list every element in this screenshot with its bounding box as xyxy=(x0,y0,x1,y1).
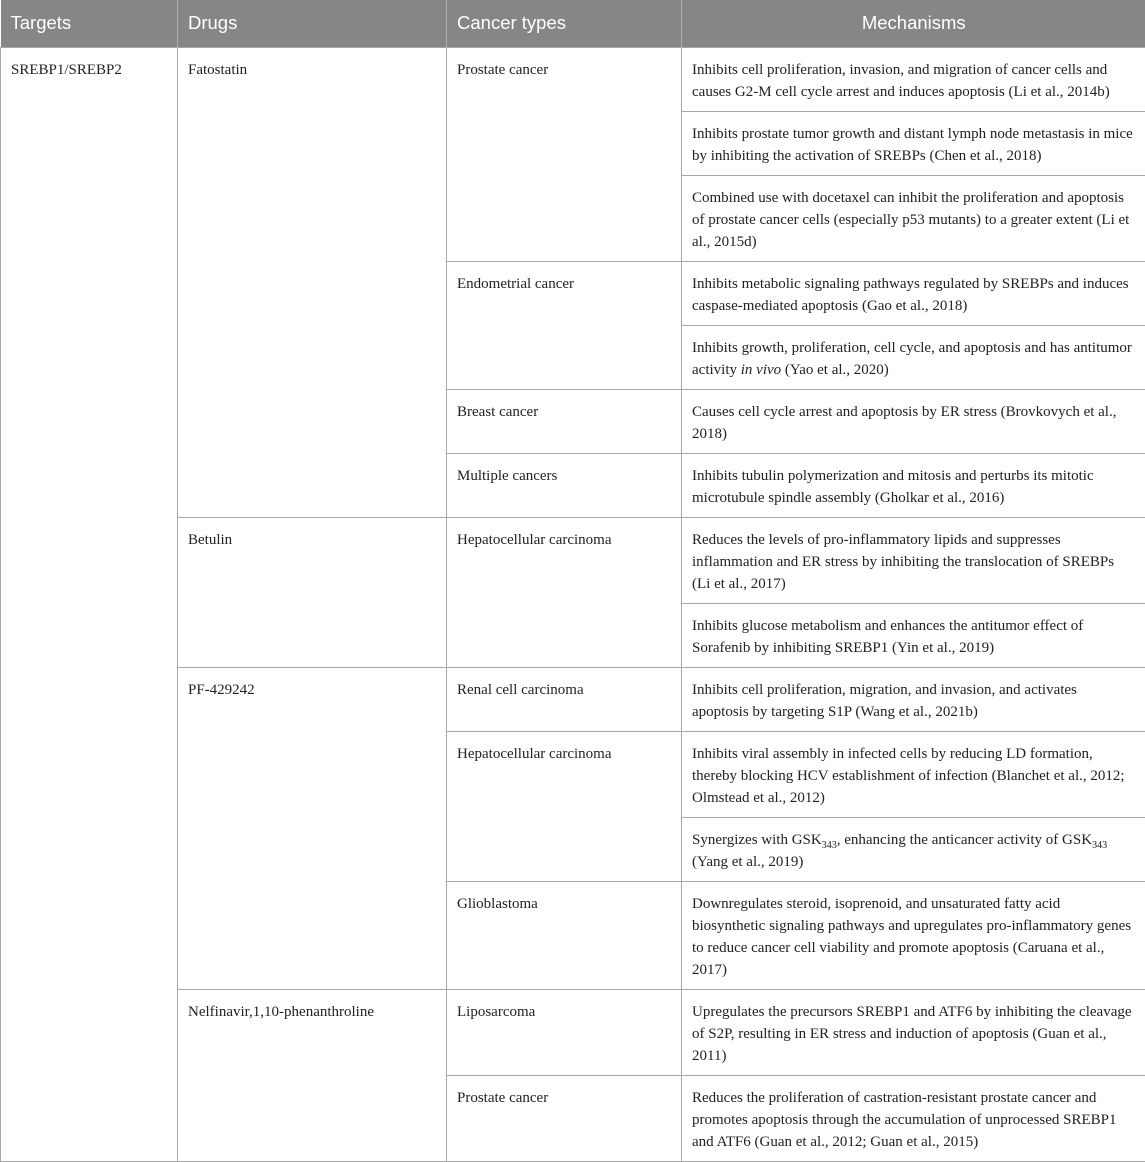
drug-cell: Betulin xyxy=(178,517,447,667)
cancer-type-cell: Hepatocellular carcinoma xyxy=(447,731,682,881)
mechanism-cell: Inhibits cell proliferation, migration, and invasion, and activates apoptosis by targeting S1P (Wang et al., 2021b) xyxy=(682,667,1145,731)
mechanism-text: , enhancing the anticancer activity of GSK xyxy=(837,832,1092,848)
mechanism-cell: Inhibits viral assembly in infected cells by reducing LD formation, thereby blocking HCV establishment of infection (Blanchet et al., 2012; Olmstead et al., 2012) xyxy=(682,731,1145,817)
mechanism-cell: Causes cell cycle arrest and apoptosis by ER stress (Brovkovych et al., 2018) xyxy=(682,389,1145,453)
mechanism-citation: (Yao et al., 2020) xyxy=(785,362,889,378)
cancer-type-cell: Renal cell carcinoma xyxy=(447,667,682,731)
mechanism-cell: Upregulates the precursors SREBP1 and ATF6 by inhibiting the cleavage of S2P, resulting in ER stress and induction of apoptosis (Guan et al., 2011) xyxy=(682,989,1145,1075)
mechanism-cell: Inhibits metabolic signaling pathways regulated by SREBPs and induces caspase-mediated apoptosis (Gao et al., 2018) xyxy=(682,261,1145,325)
mechanism-text: Inhibits growth, proliferation, cell cycle, and apoptosis and has antitumor activity xyxy=(692,340,1132,378)
cancer-type-cell: Breast cancer xyxy=(447,389,682,453)
header-mechanisms: Mechanisms xyxy=(682,0,1145,47)
cancer-type-cell: Prostate cancer xyxy=(447,47,682,261)
mechanism-citation: (Yang et al., 2019) xyxy=(692,854,803,870)
drug-cell: Nelfinavir,1,10-phenanthroline xyxy=(178,989,447,1161)
mechanism-cell: Downregulates steroid, isoprenoid, and unsaturated fatty acid biosynthetic signaling pathways and upregulates pro-inflammatory genes to reduce cancer cell viability and promote apoptosis (Caruana et al., 2017) xyxy=(682,881,1145,989)
subscript: 343 xyxy=(822,840,837,851)
mechanism-cell xyxy=(682,817,1145,881)
header-targets: Targets xyxy=(1,0,178,47)
subscript: 343 xyxy=(1092,840,1107,851)
table-row xyxy=(1,47,1145,111)
cancer-type-cell: Liposarcoma xyxy=(447,989,682,1075)
mechanism-cell: Inhibits cell proliferation, invasion, and migration of cancer cells and causes G2-M cell cycle arrest and induces apoptosis (Li et al., 2014b) xyxy=(682,47,1145,111)
cancer-type-cell: Endometrial cancer xyxy=(447,261,682,389)
header-row xyxy=(1,0,1145,47)
mechanism-cell: Reduces the proliferation of castration-resistant prostate cancer and promotes apoptosis through the accumulation of unprocessed SREBP1 and ATF6 (Guan et al., 2012; Guan et al., 2015) xyxy=(682,1075,1145,1161)
mechanism-text: Synergizes with GSK xyxy=(692,832,822,848)
mechanism-cell: Combined use with docetaxel can inhibit the proliferation and apoptosis of prostate cancer cells (especially p53 mutants) to a greater extent (Li et al., 2015d) xyxy=(682,175,1145,261)
drug-cell: Fatostatin xyxy=(178,47,447,517)
mechanism-cell: Inhibits tubulin polymerization and mitosis and perturbs its mitotic microtubule spindle assembly (Gholkar et al., 2016) xyxy=(682,453,1145,517)
mechanism-cell: Inhibits glucose metabolism and enhances the antitumor effect of Sorafenib by inhibiting SREBP1 (Yin et al., 2019) xyxy=(682,603,1145,667)
mechanism-cell: Reduces the levels of pro-inflammatory lipids and suppresses inflammation and ER stress by inhibiting the translocation of SREBPs (Li et al., 2017) xyxy=(682,517,1145,603)
header-drugs: Drugs xyxy=(178,0,447,47)
cancer-type-cell: Glioblastoma xyxy=(447,881,682,989)
drug-cell: PF-429242 xyxy=(178,667,447,989)
target-cell: SREBP1/SREBP2 xyxy=(1,47,178,1161)
mechanism-cell xyxy=(682,325,1145,389)
cancer-type-cell: Prostate cancer xyxy=(447,1075,682,1161)
cancer-type-cell: Hepatocellular carcinoma xyxy=(447,517,682,667)
mechanism-italic-text: in vivo xyxy=(741,362,781,378)
cancer-type-cell: Multiple cancers xyxy=(447,453,682,517)
header-cancer-types: Cancer types xyxy=(447,0,682,47)
mechanism-cell: Inhibits prostate tumor growth and distant lymph node metastasis in mice by inhibiting the activation of SREBPs (Chen et al., 2018) xyxy=(682,111,1145,175)
